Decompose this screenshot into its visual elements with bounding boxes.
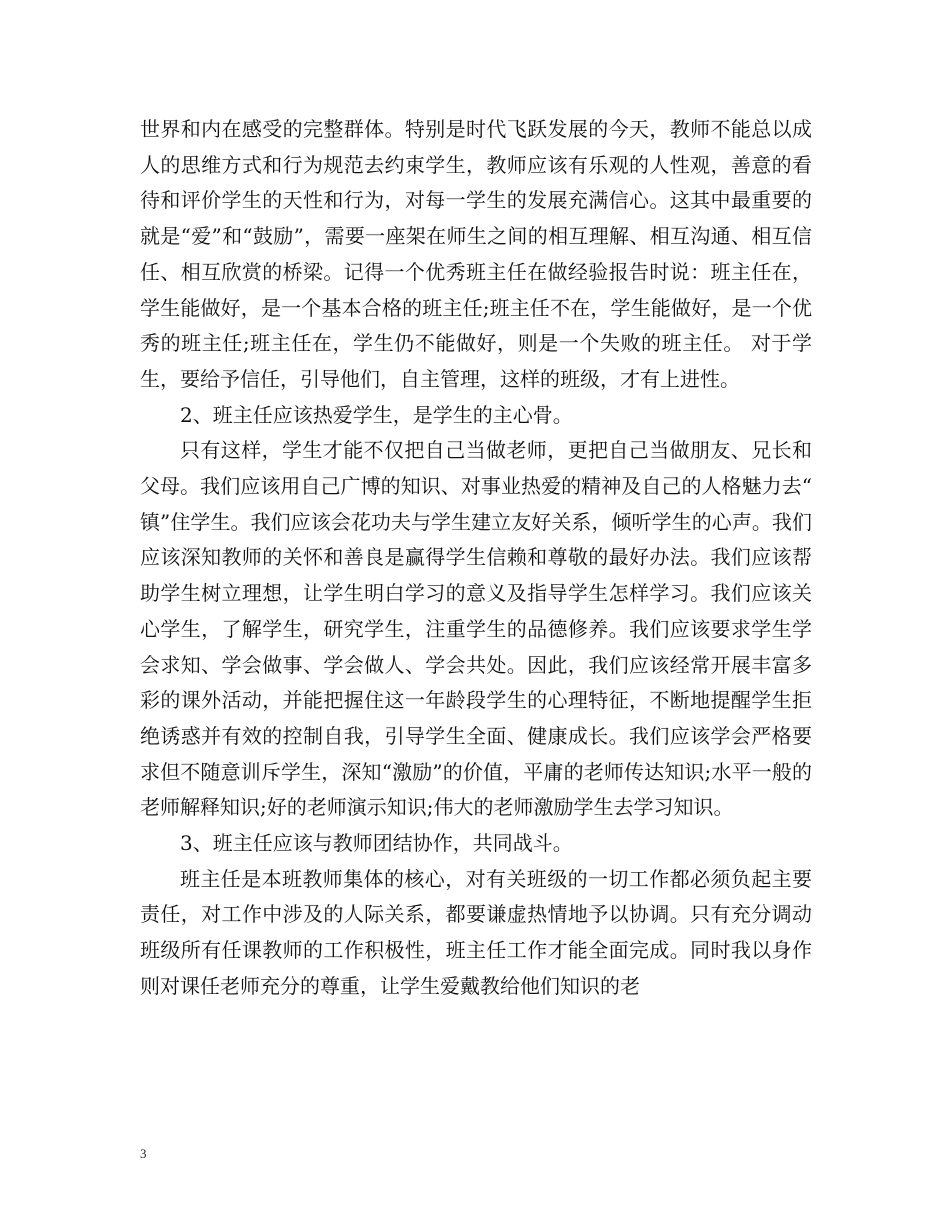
page-number: 3	[140, 1146, 147, 1161]
document-body	[140, 112, 812, 1005]
paragraph-2: 只有这样，学生才能不仅把自己当做老师，更把自己当做朋友、兄长和父母。我们应该用自己广博的知识、对事业热爱的精神及自己的人格魅力去“镇”住学生。我们应该会花功夫与学生建立友好关系，倾听学生的心声。我们应该深知教师的关怀和善良是赢得学生信赖和尊敬的最好办法。我们应该帮助学生树立理想，让学生明白学习的意义及指导学生怎样学习。我们应该关心学生，了解学生，研究学生，注重学生的品德修养。我们应该要求学生学会求知、学会做事、学会做人、学会共处。因此，我们应该经常开展丰富多彩的课外活动，并能把握住这一年龄段学生的心理特征，不断地提醒学生拒绝诱惑并有效的控制自我，引导学生全面、健康成长。我们应该学会严格要求但不随意训斥学生，深知“激励”的价值，平庸的老师传达知识;水平一般的老师解释知识;好的老师演示知识;伟大的老师激励学生去学习知识。	[140, 438, 812, 820]
paragraph-1: 世界和内在感受的完整群体。特别是时代飞跃发展的今天，教师不能总以成人的思维方式和行为规范去约束学生，教师应该有乐观的人性观，善意的看待和评价学生的天性和行为，对每一学生的发展充满信心。这其中最重要的就是“爱”和“鼓励”，需要一座架在师生之间的相互理解、相互沟通、相互信任、相互欣赏的桥梁。记得一个优秀班主任在做经验报告时说：班主任在，学生能做好，是一个基本合格的班主任;班主任不在，学生能做好，是一个优秀的班主任;班主任在，学生仍不能做好，则是一个失败的班主任。 对于学生，要给予信任，引导他们，自主管理，这样的班级，才有上进性。	[140, 117, 812, 391]
paragraph-3: 班主任是本班教师集体的核心，对有关班级的一切工作都必须负起主要责任，对工作中涉及的人际关系，都要谦虚热情地予以协调。只有充分调动班级所有任课教师的工作积极性，班主任工作才能全面完成。同时我以身作则对课任老师充分的尊重，让学生爱戴教给他们知识的老	[140, 866, 812, 998]
heading-item-3: 3、班主任应该与教师团结协作，共同战斗。	[180, 831, 573, 856]
heading-item-2: 2、班主任应该热爱学生，是学生的主心骨。	[180, 402, 573, 427]
